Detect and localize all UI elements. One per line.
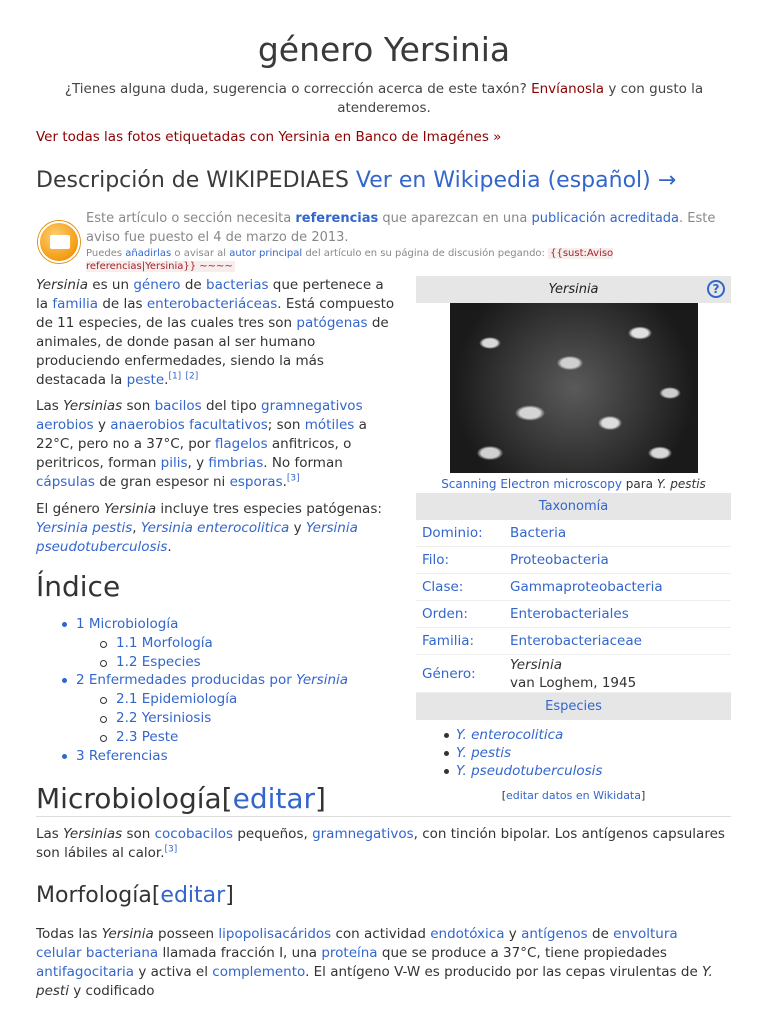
edit-link[interactable]: editar — [232, 782, 316, 815]
article-link[interactable]: gramnegativos — [312, 826, 414, 842]
article-link[interactable]: flagelos — [214, 436, 268, 452]
species-item — [456, 762, 731, 780]
taxobox-key[interactable]: Orden: — [422, 606, 468, 622]
article-link[interactable]: proteína — [321, 945, 378, 961]
species-link[interactable]: Y. pestis — [456, 745, 512, 761]
taxobox-row-genus — [416, 655, 731, 693]
wikidata-edit: [editar datos en Wikidata] — [501, 789, 646, 802]
article-link[interactable]: endotóxica — [430, 926, 505, 942]
toc-item — [60, 653, 348, 672]
toc-link[interactable]: 2.1 Epidemiología — [116, 691, 238, 708]
taxobox-value[interactable]: Gammaproteobacteria — [510, 579, 663, 595]
toc-link[interactable]: 2.2 Yersiniosis — [116, 709, 212, 726]
text: de — [587, 926, 614, 942]
text: de animales, de donde pasan al ser humano produciendo enfermedades, siendo la más destacada la — [36, 315, 389, 388]
sem-link[interactable]: Scanning Electron microscopy — [441, 477, 622, 491]
edit-link[interactable]: editar — [160, 883, 226, 908]
article-link[interactable]: cápsulas — [36, 474, 95, 490]
taxobox-key[interactable]: Familia: — [422, 633, 475, 649]
species-item — [456, 744, 731, 762]
article-paragraph-1 — [36, 276, 396, 390]
add-them-link[interactable]: añadirlas — [125, 248, 172, 259]
taxobox-key[interactable]: Filo: — [422, 552, 450, 568]
toc-heading: Índice — [36, 570, 121, 603]
article-link[interactable]: antifagocitaria — [36, 964, 135, 980]
text: y codificado — [68, 983, 155, 999]
reference-link[interactable]: [2] — [185, 371, 199, 382]
toc-link[interactable]: 2 Enfermedades producidas por Yersinia — [76, 672, 349, 689]
text: . — [282, 474, 287, 490]
toc-link[interactable]: 1.1 Morfología — [116, 634, 213, 651]
wikidata-link[interactable]: editar datos en Wikidata — [505, 789, 641, 802]
template-code: {{sust:Aviso referencias|Yersinia}} ~~~~ — [86, 248, 614, 272]
genus-name: Yersinia — [510, 656, 562, 673]
morfologia-paragraph — [36, 925, 726, 1001]
text: , y — [187, 455, 209, 471]
text: Las — [36, 398, 64, 414]
taxobox-row — [416, 547, 731, 574]
send-feedback-link[interactable]: Envíanosla — [531, 81, 605, 97]
species-item — [456, 726, 731, 744]
toc-link[interactable]: 3 Referencias — [76, 747, 168, 764]
italic-text: Yersinias — [63, 826, 123, 842]
toc-item — [60, 747, 348, 766]
article-link[interactable]: lipopolisacáridos — [218, 926, 332, 942]
text: y — [93, 417, 111, 433]
text: son — [122, 826, 155, 842]
text: Las — [36, 826, 64, 842]
italic-text: Yersinia — [101, 926, 154, 942]
text: . El antígeno V-W es producido por las cepas virulentas de — [305, 964, 703, 980]
taxonomy-heading: Taxonomía — [416, 493, 731, 520]
description-heading: Descripción de WIKIPEDIAES Ver en Wikipedia (español) → — [36, 168, 677, 193]
species-heading: Especies — [416, 693, 731, 720]
reference-link[interactable]: [3] — [164, 844, 178, 855]
article-paragraph-2 — [36, 397, 396, 492]
text: ; son — [267, 417, 305, 433]
taxobox-row — [416, 601, 731, 628]
article-link[interactable]: pilis — [160, 455, 188, 471]
text: incluye tres especies patógenas: — [156, 501, 382, 517]
text: llamada fracción I, una — [158, 945, 322, 961]
text: posseen — [153, 926, 219, 942]
main-author-link[interactable]: autor principal — [229, 248, 303, 259]
article-link[interactable]: patógenas — [296, 315, 368, 331]
article-link[interactable]: enterobacteriáceas — [146, 296, 278, 312]
text: . — [164, 372, 169, 388]
text: a 22°C, pero no a 37°C, por — [36, 417, 367, 452]
genus-author: van Loghem, 1945 — [510, 674, 637, 691]
notice-instructions: Puedes añadirlas o avisar al autor principal del artículo en su página de discusión pegando: {{sust:Aviso referencias|Yersinia}} ~~~~ — [86, 248, 614, 272]
article-link[interactable]: gramnegativos — [261, 398, 363, 414]
taxobox-title: Yersinia ? — [416, 276, 731, 303]
taxobox-value[interactable]: Bacteria — [510, 525, 567, 541]
references-link[interactable]: referencias — [295, 211, 379, 226]
accredited-publication-link[interactable]: publicación acreditada — [531, 211, 680, 226]
species-link[interactable]: Y. enterocolitica — [456, 727, 564, 743]
article-link[interactable]: género — [133, 277, 181, 293]
taxobox-value[interactable]: Proteobacteria — [510, 552, 609, 568]
italic-text: Y. pesti — [36, 964, 713, 999]
article-link[interactable]: Yersinia enterocolitica — [140, 520, 290, 536]
toc-link[interactable]: 2.3 Peste — [116, 728, 179, 745]
text: pequeños, — [233, 826, 313, 842]
toc-item — [60, 690, 348, 709]
article-link[interactable]: anaerobios facultativos — [110, 417, 268, 433]
toc-item — [60, 615, 348, 634]
text: que se produce a 37°C, tiene propiedades — [377, 945, 667, 961]
text: . Está compuesto de 11 especies, de las cuales tres son — [36, 296, 395, 331]
help-icon[interactable]: ? — [707, 280, 725, 298]
references-notice: Este artículo o sección necesita referencias que aparezcan en una publicación acreditada. Este aviso fue puesto el 4 de marzo de 2013. — [86, 211, 716, 245]
article-link[interactable]: complemento — [212, 964, 306, 980]
article-link[interactable]: envoltura celular bacteriana — [36, 926, 678, 961]
article-link[interactable]: cocobacilos — [154, 826, 234, 842]
article-link[interactable]: Yersinia pseudotuberculosis — [36, 520, 358, 555]
italic-text: Yersinias — [63, 398, 123, 414]
taxobox-value[interactable]: Enterobacteriaceae — [510, 633, 642, 649]
text: . — [167, 539, 172, 555]
article-link[interactable]: antígenos — [521, 926, 588, 942]
text: El género — [36, 501, 105, 517]
article-link[interactable]: familia — [52, 296, 99, 312]
toc-link[interactable]: 1 Microbiología — [76, 616, 179, 632]
italic-text: Yersinia — [104, 501, 157, 517]
section-microbiologia: Microbiología[editar] — [36, 782, 326, 815]
text: es un — [87, 277, 134, 293]
italic-text: Yersinia — [36, 277, 88, 293]
microscopy-image[interactable] — [450, 303, 698, 473]
text: de — [180, 277, 207, 293]
toc-item — [60, 634, 348, 653]
article-link[interactable]: fimbrias — [208, 455, 264, 471]
article-link[interactable]: mótiles — [304, 417, 355, 433]
article-paragraph-3 — [36, 500, 396, 557]
reference-link[interactable]: [1] — [168, 371, 182, 382]
text: Todas las — [36, 926, 102, 942]
taxobox-value[interactable]: Enterobacteriales — [510, 606, 629, 622]
article-link[interactable]: bacterias — [206, 277, 269, 293]
article-link[interactable]: peste — [126, 372, 165, 388]
book-icon — [38, 221, 80, 263]
text: y — [289, 520, 306, 536]
table-of-contents — [60, 615, 348, 765]
microbiologia-paragraph — [36, 825, 726, 863]
text: y — [504, 926, 522, 942]
text: y activa el — [134, 964, 213, 980]
text: anfitricos, o peritricos, forman — [36, 436, 352, 471]
text: de gran espesor ni — [94, 474, 230, 490]
wikipedia-link[interactable]: Ver en Wikipedia (español) → — [355, 168, 677, 193]
page-title: género Yersinia — [257, 30, 511, 69]
text: de las — [98, 296, 147, 312]
taxobox-row — [416, 574, 731, 601]
text: son — [122, 398, 155, 414]
taxobox-row — [416, 628, 731, 655]
text: que pertenece a la — [36, 277, 384, 312]
toc-link[interactable]: 1.2 Especies — [116, 653, 201, 670]
article-link[interactable]: aerobios — [36, 417, 94, 433]
article-link[interactable]: esporas — [229, 474, 283, 490]
text: del tipo — [201, 398, 262, 414]
section-morfologia: Morfología[editar] — [36, 883, 234, 908]
text: , con tinción bipolar. Los antígenos capsulares son lábiles al calor. — [36, 826, 725, 861]
taxobox-key[interactable]: Dominio: — [422, 525, 483, 541]
divider — [36, 816, 731, 817]
image-caption: Scanning Electron microscopy para Y. pestis — [441, 477, 706, 491]
taxobox-row — [416, 520, 731, 547]
text: , — [132, 520, 141, 536]
taxobox-key: Género: — [422, 665, 476, 682]
intro-text: ¿Tienes alguna duda, sugerencia o corrección acerca de este taxón? Envíanosla y con gusto la atenderemos. — [64, 81, 704, 116]
species-link[interactable]: Y. pseudotuberculosis — [456, 763, 603, 779]
taxobox-key[interactable]: Clase: — [422, 579, 464, 595]
article-link[interactable]: bacilos — [154, 398, 202, 414]
text: con actividad — [331, 926, 431, 942]
taxobox — [416, 276, 731, 802]
article-link[interactable]: Yersinia pestis — [36, 520, 133, 536]
toc-item — [60, 728, 348, 747]
reference-link[interactable]: [3] — [286, 473, 300, 484]
text: . No forman — [263, 455, 343, 471]
toc-item — [60, 671, 348, 690]
toc-item — [60, 709, 348, 728]
all-photos-link[interactable]: Ver todas las fotos etiquetadas con Yersinia en Banco de Imagénes » — [36, 129, 502, 145]
